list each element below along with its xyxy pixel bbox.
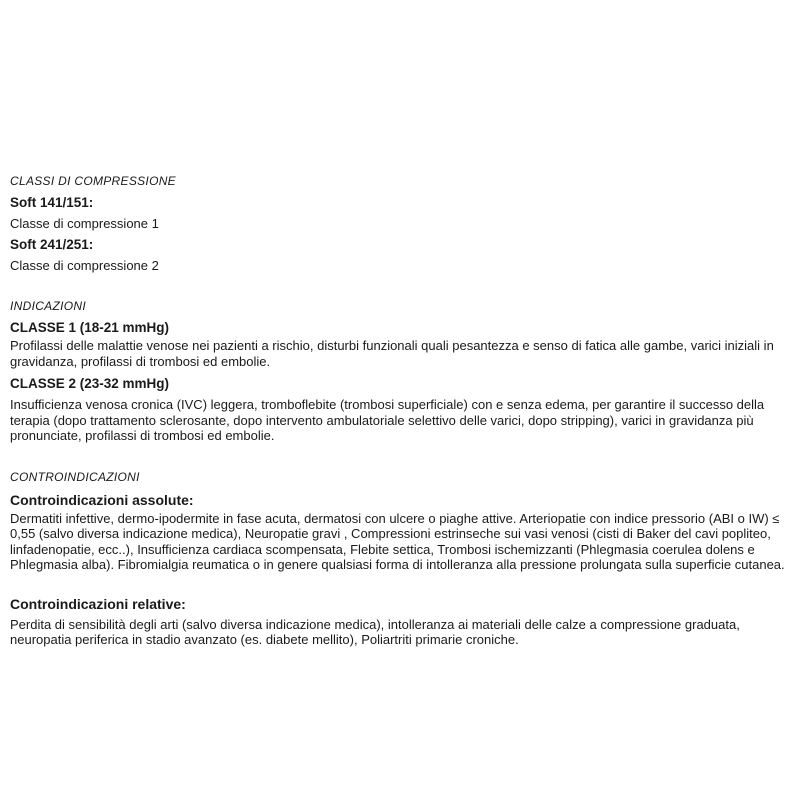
relative-contraindications-heading: Controindicazioni relative: [10, 595, 186, 612]
class-2-description: Insufficienza venosa cronica (IVC) leggera, tromboflebite (trombosi superficiale) con e senza edema, per garantire il successo della terapia (dopo trattamento sclerosante, dopo intervento ambulatoriale selettivo delle varici, dopo stripping), varici in gravidanza più pronunciate, profilassi di trombosi ed embolie. [10, 397, 765, 443]
absolute-contraindications-heading: Controindicazioni assolute: [10, 491, 194, 508]
soft-141-151-label: Soft 141/151: [10, 195, 94, 210]
contraindications-title: CONTROINDICAZIONI [10, 469, 140, 484]
class-2-heading: CLASSE 2 (23-32 mmHg) [10, 376, 170, 391]
soft-141-151-value: Classe di compressione 1 [10, 216, 159, 231]
section-contraindications [10, 470, 790, 648]
compression-classes-title: CLASSI DI COMPRESSIONE [10, 174, 176, 188]
class-1-description: Profilassi delle malattie venose nei pazienti a rischio, disturbi funzionali quali pesantezza e senso di fatica alle gambe, varici iniziali in gravidanza, profilassi di trombosi ed embolie. [10, 338, 774, 369]
class-1-heading: CLASSE 1 (18-21 mmHg) [10, 320, 170, 335]
relative-contraindications-description: Perdita di sensibilità degli arti (salvo diversa indicazione medica), intolleranza ai materiali delle calze a compressione graduata, neuropatia periferica in stadio avanzato (es. diabete mellito), Poliartriti primarie croniche. [10, 616, 740, 647]
soft-241-251-value: Classe di compressione 2 [10, 258, 159, 273]
section-indications [10, 299, 790, 444]
indications-title: INDICAZIONI [10, 299, 86, 313]
product-description-document [10, 174, 790, 648]
section-compression-classes [10, 174, 790, 273]
soft-241-251-label: Soft 241/251: [10, 237, 94, 252]
absolute-contraindications-description: Dermatiti infettive, dermo-ipodermite in fase acuta, dermatosi con ulcere o piaghe attive. Arteriopatie con indice pressorio (ABI o IW) ≤ 0,55 (salvo diversa indicazione medica), Neuropatie gravi , Compressioni estrinseche sui vasi venosi (cisti di Baker del cavi popliteo, linfadenopatie, ecc..), Insufficienza cardiaca scompensata, Flebite settica, Trombosi ischemizzanti (Phlegmasia coerulea dolens e Phlegmasia alba). Fibromialgia reumatica o in genere qualsiasi forma di intolleranza alla pressione prolungata sulla superficie cutanea. [10, 510, 785, 572]
